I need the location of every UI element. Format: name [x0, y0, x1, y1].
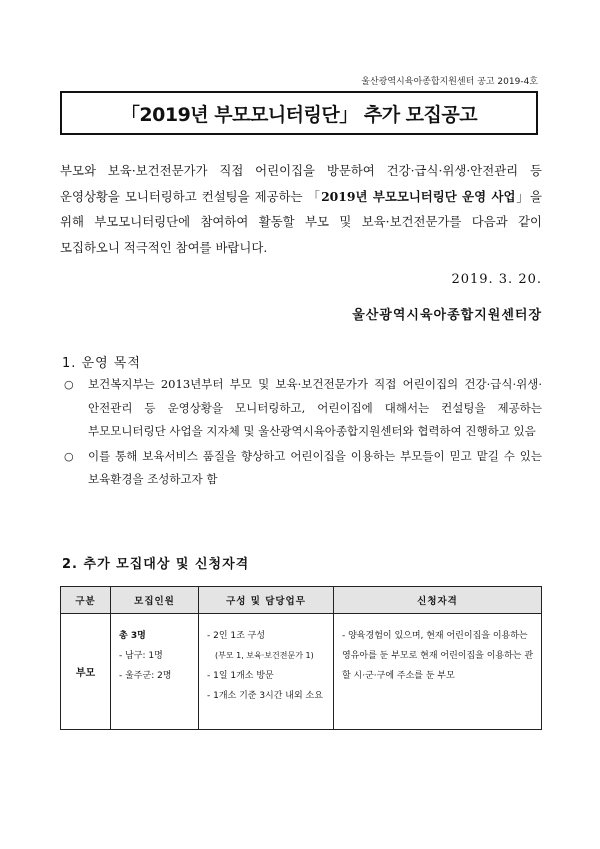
list-item [64, 445, 542, 492]
duty-item: - 1일 1개소 방문 [207, 671, 274, 681]
section-2-title: 2. 추가 모집대상 및 신청자격 [62, 557, 250, 572]
intro-highlight: 2019년 부모모니터링단 운영 사업 [321, 188, 516, 204]
duty-item: - 2인 1조 구성 [207, 631, 266, 641]
table-row [61, 614, 542, 730]
column-header: 구분 [61, 587, 111, 614]
duties-cell [199, 614, 334, 730]
bullet-mark: ○ [64, 449, 74, 463]
column-header: 신청자격 [334, 587, 542, 614]
qualification-cell [334, 614, 542, 730]
title-box [60, 91, 538, 135]
recruitment-table [60, 586, 542, 730]
duty-item: - 1개소 기준 3시간 내외 소요 [207, 691, 323, 701]
page-title: 「2019년 부모모니터링단」 추가 모집공고 [120, 103, 478, 126]
recruit-item: - 남구: 1명 [119, 651, 163, 661]
list-item [64, 373, 542, 444]
section-1-title: 1. 운영 목적 [62, 356, 141, 371]
duty-item: (부모 1, 보육·보건전문가 1) [215, 651, 314, 660]
recruit-total: 총 3명 [119, 631, 146, 641]
category-cell: 부모 [61, 614, 111, 730]
qualification-text: - 양육경험이 있으며, 현재 어린이집을 이용하는 영유아를 둔 부모로 현재 어린이집을 이용하는 관할 시·군·구에 주소를 둔 부모 [342, 631, 534, 681]
issuing-organization: 울산광역시육아종합지원센터장 [352, 308, 542, 323]
section-1-bullets [64, 373, 542, 493]
column-header: 모집인원 [111, 587, 199, 614]
bullet-text: 보건복지부는 2013년부터 부모 및 보육·보건전문가가 직접 어린이집의 건강·급식·위생·안전관리 등 운영상황을 모니터링하고, 어린이집에 대해서는 컨설팅을 제공하는 부모모니터링단 사업을 지자체 및 울산광역시육아종합지원센터와 협력하여 진행하고 있음 [88, 377, 542, 438]
column-header: 구성 및 담당업무 [199, 587, 334, 614]
recruit-cell [111, 614, 199, 730]
bullet-mark: ○ [64, 378, 74, 391]
bullet-text: 이를 통해 보육서비스 품질을 향상하고 어린이집을 이용하는 부모들이 믿고 맡길 수 있는 보육환경을 조성하고자 함 [88, 448, 542, 486]
announcement-date: 2019. 3. 20. [451, 272, 542, 287]
intro-text-after: 」을 위해 부모모니터링단에 참여하여 활동할 부모 및 보육·보건전문가를 다음과 같이 모집하오니 적극적인 참여를 바랍니다. [60, 188, 542, 255]
recruit-item: - 울주군: 2명 [119, 671, 172, 681]
table-header-row [61, 587, 542, 614]
document-number: 울산광역시육아종합지원센터 공고 2019-4호 [361, 77, 538, 87]
intro-text-before: 부모와 보육·보건전문가가 직접 어린이집을 방문하여 건강·급식·위생·안전관리 등 운영상황을 모니터링하고 컨설팅을 제공하는 「 [60, 163, 542, 204]
intro-paragraph [60, 158, 542, 260]
